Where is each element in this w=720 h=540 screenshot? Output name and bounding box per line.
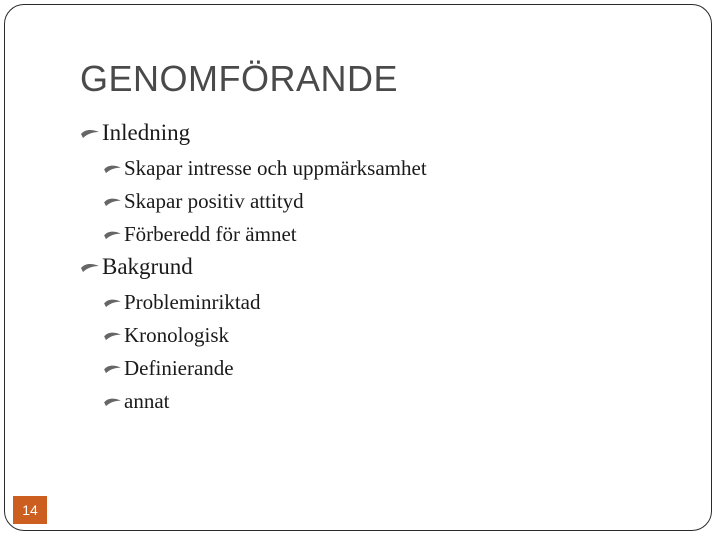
bullet-label: Inledning (102, 120, 191, 145)
bullet-level2-item (103, 323, 229, 348)
swoosh-bullet-icon (103, 362, 122, 375)
bullet-label: Förberedd för ämnet (124, 222, 297, 246)
swoosh-bullet-icon (103, 162, 122, 175)
swoosh-bullet-icon (103, 296, 122, 309)
bullet-level2-item (103, 156, 427, 181)
bullet-label: Bakgrund (102, 254, 193, 279)
bullet-level2-item (103, 189, 304, 214)
bullet-label: Kronologisk (124, 323, 229, 347)
bullet-level2-item (103, 222, 297, 247)
bullet-level2-item (103, 356, 234, 381)
bullet-label: Definierande (124, 356, 234, 380)
bullet-label: Skapar positiv attityd (124, 189, 304, 213)
bullet-level1-bakgrund (80, 254, 193, 280)
bullet-label: Probleminriktad (124, 290, 261, 314)
swoosh-bullet-icon (103, 329, 122, 342)
bullet-level2-item (103, 290, 260, 315)
swoosh-bullet-icon (103, 195, 122, 208)
page-number-badge: 14 (13, 496, 47, 524)
bullet-label: Skapar intresse och uppmärksamhet (124, 156, 427, 180)
swoosh-bullet-icon (80, 126, 100, 140)
bullet-level2-item (103, 389, 169, 414)
bullet-level1-inledning (80, 120, 190, 146)
swoosh-bullet-icon (80, 260, 100, 274)
swoosh-bullet-icon (103, 228, 122, 241)
swoosh-bullet-icon (103, 395, 122, 408)
slide-title: GENOMFÖRANDE (80, 58, 399, 99)
bullet-label: annat (124, 389, 170, 413)
